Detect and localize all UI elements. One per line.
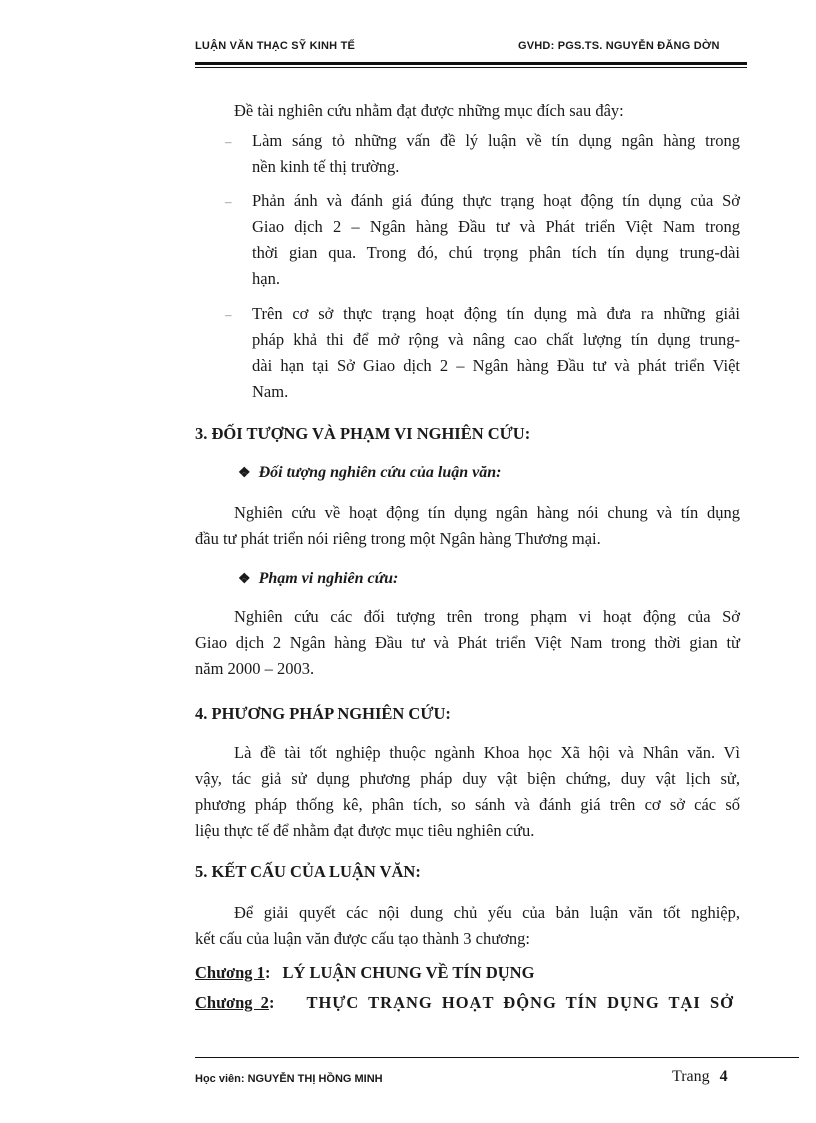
- section-3-heading: 3. ĐỐI TƯỢNG VÀ PHẠM VI NGHIÊN CỨU:: [195, 424, 531, 443]
- diamond-bullet-icon: ❖: [238, 572, 251, 587]
- page-number: Trang 4: [672, 1068, 728, 1085]
- chapter-title: LÝ LUẬN CHUNG VỀ TÍN DỤNG: [282, 963, 535, 982]
- bullet-item: Phản ánh và đánh giá đúng thực trạng hoạt động tín dụng của Sở Giao dịch 2 – Ngân hàng Đầu tư và Phát triển Việt Nam trong thời gian qua. Trong đó, chú trọng phân tích tín dụng trung-dài hạn.: [252, 191, 740, 288]
- bullet-item: Làm sáng tỏ những vấn đề lý luận về tín dụng ngân hàng trong nền kinh tế thị trường.: [252, 131, 740, 176]
- chapter-label: Chương 1: [195, 963, 265, 982]
- bullet-dash: –: [225, 194, 232, 209]
- chapter-label: Chương 2: [195, 993, 269, 1012]
- section-5-heading: 5. KẾT CẤU CỦA LUẬN VĂN:: [195, 862, 421, 881]
- bullet-dash: –: [225, 307, 232, 322]
- header-rule-thick: [195, 62, 747, 65]
- header-advisor: GVHD: PGS.TS. NGUYỄN ĐĂNG DỜN: [518, 40, 720, 52]
- section-3-paragraph-1: Nghiên cứu về hoạt động tín dụng ngân hàng nói chung và tín dụng đầu tư phát triển nói riêng trong một Ngân hàng Thương mại.: [195, 503, 740, 548]
- footer-student: Học viên: NGUYỄN THỊ HỒNG MINH: [195, 1073, 383, 1085]
- bullet-item: Trên cơ sở thực trạng hoạt động tín dụng mà đưa ra những giải pháp khả thi để mở rộng và nâng cao chất lượng tín dụng trung- dài hạn tại Sở Giao dịch 2 – Ngân hàng Đầu tư và phát triển Việt Nam.: [252, 304, 740, 401]
- section-3-paragraph-2: Nghiên cứu các đối tượng trên trong phạm vi hoạt động của Sở Giao dịch 2 Ngân hàng Đầu tư và Phát triển Việt Nam trong thời gian từ năm 2000 – 2003.: [195, 607, 740, 678]
- intro-paragraph: Đề tài nghiên cứu nhằm đạt được những mục đích sau đây:: [234, 101, 624, 120]
- header-rule-thin: [195, 67, 747, 68]
- chapter-1-line: Chương 1: LÝ LUẬN CHUNG VỀ TÍN DỤNG: [195, 963, 535, 982]
- footer-rule: [195, 1057, 799, 1058]
- header-thesis-title: LUẬN VĂN THẠC SỸ KINH TẾ: [195, 40, 356, 52]
- diamond-bullet-icon: ❖: [238, 466, 251, 481]
- chapter-2-line: Chương 2: THỰC TRẠNG HOẠT ĐỘNG TÍN DỤNG TẠI SỞ: [195, 993, 734, 1012]
- section-4-heading: 4. PHƯƠNG PHÁP NGHIÊN CỨU:: [195, 704, 451, 723]
- chapter-title: THỰC TRẠNG HOẠT ĐỘNG TÍN DỤNG TẠI SỞ: [306, 993, 734, 1012]
- subheading-scope: ❖ Phạm vi nghiên cứu:: [238, 570, 399, 587]
- bullet-dash: –: [225, 134, 232, 149]
- section-4-paragraph: Là đề tài tốt nghiệp thuộc ngành Khoa học Xã hội và Nhân văn. Vì vậy, tác giả sử dụng phương pháp duy vật biện chứng, duy vật lịch sử, phương pháp thống kê, phân tích, so sánh và đánh giá trên cơ sở các số liệu thực tế để nhằm đạt được mục tiêu nghiên cứu.: [195, 743, 740, 840]
- subheading-object: ❖ Đối tượng nghiên cứu của luận văn:: [238, 464, 502, 481]
- section-5-paragraph: Để giải quyết các nội dung chủ yếu của bản luận văn tốt nghiệp, kết cấu của luận văn được cấu tạo thành 3 chương:: [195, 903, 740, 948]
- running-header: [195, 40, 747, 56]
